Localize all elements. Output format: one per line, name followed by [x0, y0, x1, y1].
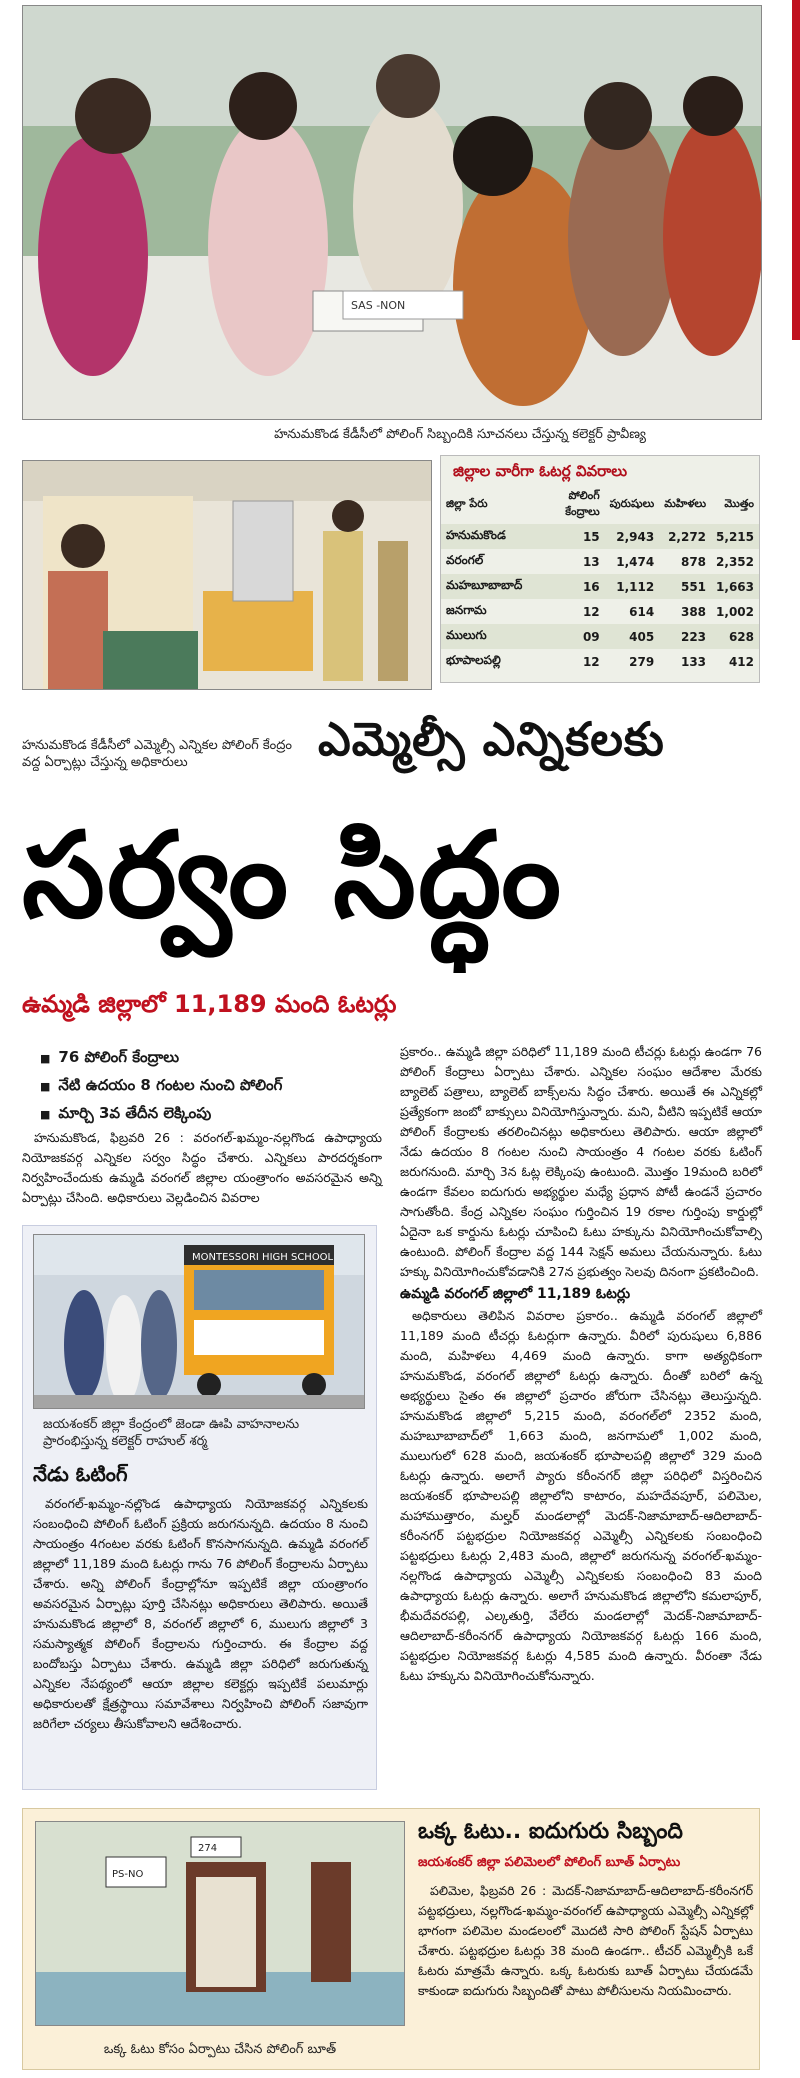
table-cell: 878 [680, 554, 707, 569]
bottom-story-column [418, 1881, 753, 2003]
headline-main: సర్వం సిద్ధం [22, 806, 564, 944]
table-row [441, 649, 759, 674]
headline-kicker: ఎమ్మెల్సీ ఎన్నికలకు [318, 712, 665, 766]
table-row [441, 574, 759, 599]
table-cell: 1,663 [711, 574, 759, 599]
intro-paragraph: హనుమకొండ, ఫిబ్రవరి 26 : వరంగల్-ఖమ్మం-నల్లగొండ ఉపాధ్యాయ నియోజకవర్గ ఎన్నికల సర్వం సిద్ధం చేశారు. ఎన్నికలు పారదర్శకంగా నిర్వహించేందుకు ఉమ్మడి వరంగల్ జిల్లాల యంత్రాంగం అవసరమైన అన్ని ఏర్పాట్లు చేసింది. అధికారులు వెల్లడించిన వివరాల [22, 1130, 382, 1205]
table-cell: 1,002 [716, 604, 754, 619]
table-row [441, 624, 759, 649]
table-cell: 15 [527, 524, 604, 549]
table-cell: ములుగు [441, 624, 527, 649]
bottom-story-title: ఒక్క ఓటు.. ఐదుగురు సిబ్బంది [418, 1819, 683, 1844]
bullet-item: ■ 76 పోలింగ్ కేంద్రాలు [40, 1044, 400, 1072]
voting-today-column [33, 1494, 368, 1736]
right-column [400, 1042, 762, 1688]
voting-today-body: వరంగల్-ఖమ్మం-నల్లొండ ఉపాధ్యాయ నియోజకవర్గ ఎన్నికలకు సంబంధించి పోలింగ్ ఓటింగ్ ప్రక్రియ జరుగనున్నది. ఉదయం 8 నుంచి సాయంత్రం 4గంటల వరకు ఓటింగ్ కొనసాగనున్నది. ఉమ్మడి వరంగల్ జిల్లాలో 11,189 మంది ఓటర్లు గాను 76 పోలింగ్ కేంద్రాలను ఏర్పాటు చేశారు. అన్ని పోలింగ్ కేంద్రాల్లోనూ ఇప్పటికే జిల్లా యంత్రాంగం అవసరమైన ఏర్పాట్లు పూర్తి చేసినట్లు అధికారులు తెలిపారు. అయితే హనుమకొండ జిల్లాలో 8, వరంగల్ జిల్లాలో 6, ములుగు జిల్లాలో 3 సమస్యాత్మక పోలింగ్ కేంద్రాలను గుర్తించారు. ఈ కేంద్రాల వద్ద బందోబస్తు ఏర్పాటు చేశారు. ఉమ్మడి జిల్లా పరిధిలో జరుగుతున్న ఎన్నికల నేపథ్యంలో ఆయా జిల్లాల కలెక్టర్లు ఇప్పటికే పలుమార్లు అధికారులతో క్షేత్రస్థాయి సమావేశాలు నిర్వహించి పోలింగ్ సజావుగా జరిగేలా చర్యలు తీసుకోవాలని ఆదేశించారు. [33, 1496, 368, 1731]
left-panel [22, 1225, 377, 1790]
top-photo [22, 5, 762, 420]
table-cell: 13 [582, 554, 600, 569]
table-header: జిల్లా పేరు [446, 497, 488, 510]
table-sign-text: SAS -NON [351, 299, 406, 312]
bullet-item: ■ నేటి ఉదయం 8 గంటల నుంచి పోలింగ్ [40, 1072, 400, 1100]
voters-table [441, 486, 759, 674]
table-row [441, 599, 759, 624]
table-row [441, 524, 759, 549]
table-header: పోలింగ్ కేంద్రాలు [565, 489, 600, 518]
table-cell: మహబూబాబాద్ [441, 574, 527, 599]
table-cell: 133 [680, 654, 707, 669]
table-row [441, 549, 759, 574]
bottom-story-subtitle: జయశంకర్ జిల్లా పలిమెలలో పోలింగ్ బూత్ ఏర్పాటు [418, 1855, 681, 1870]
bullet-list [40, 1044, 400, 1128]
table-cell: 551 [659, 574, 711, 599]
polling-setup-illustration [23, 461, 432, 690]
booth-photo [35, 1821, 405, 2026]
table-header: పురుషులు [609, 497, 655, 510]
bottom-panel [22, 1808, 760, 2070]
middle-photo [22, 460, 432, 690]
table-cell: 12 [582, 654, 600, 669]
table-cell: 2,352 [716, 554, 754, 569]
booth-plate-text: PS-NO [112, 1869, 144, 1880]
voting-today-title: నేడు ఓటింగ్ [33, 1462, 128, 1486]
bus-photo-caption: జయశంకర్ జిల్లా కేంద్రంలో జెండా ఊపి వాహనాలను ప్రారంభిస్తున్న కలెక్టర్ రాహుల్ శర్మ [43, 1417, 300, 1449]
voters-table-box [440, 455, 760, 683]
table-title: జిల్లాల వారీగా ఓటర్ల వివరాలు [453, 462, 628, 480]
booth-photo-caption: ఒక్క ఓటు కోసం ఏర్పాటు చేసిన పోలింగ్ బూత్ [103, 2042, 337, 2057]
table-cell: జనగామ [446, 603, 487, 617]
table-header: మహిళలు [664, 497, 707, 510]
right-subhead: ఉమ్మడి వరంగల్ జిల్లాలో 11,189 ఓటర్లు [400, 1286, 631, 1302]
table-cell: హనుమకొండ [441, 524, 527, 549]
table-cell: 412 [728, 654, 754, 669]
bus-photo [33, 1234, 365, 1409]
bottom-story-body: పలిమెల, ఫిబ్రవరి 26 : మెదక్-నిజామాబాద్-ఆదిలాబాద్-కరీంనగర్ పట్టభద్రులు, నల్లగొండ-ఖమ్మం-వరంగల్ ఉపాధ్యాయ ఎమ్మెల్సీ ఎన్నికల్లో భాగంగా పలిమెల మండలంలో మొదటి సారి పోలింగ్ స్టేషన్ ఏర్పాటు చేశారు. పట్టభద్రుల ఓటర్లు 38 మంది ఉండగా.. టీచర్ ఎమ్మెల్సీకి ఒకే ఓటరు మాత్రమే ఉన్నారు. ఒక్క ఓటరుకు బూత్ ఏర్పాటు చేయడమే కాకుండా ఐదుగురు సిబ్బందితో పాటు పోలీసులను నియమించారు. [418, 1883, 753, 1998]
right-paragraph-1: ప్రకారం.. ఉమ్మడి జిల్లా పరిధిలో 11,189 మంది టీచర్లు ఓటర్లు ఉండగా 76 పోలింగ్ కేంద్రాలు ఏర్పాటు చేశారు. ఎన్నికల సంఘం ఆదేశాల మేరకు బ్యాలెట్ పత్రాలు, బ్యాలెట్ బాక్స్‌లను సిద్ధం చేశారు. అయితే ఈ ఎన్నికల్లో ప్రత్యేకంగా జంబో బాక్సులు వినియోగిస్తున్నారు. మని, వీటిని ఇప్పటికే ఆయా పోలింగ్ కేంద్రాలకు తరలించినట్లు అధికారులు తెలిపారు. ఆయా జిల్లాలో నేడు ఉదయం 8 గంటల నుంచి సాయంత్రం 4 గంటల వరకు ఓటింగ్ జరుగనుంది. మార్చి 3న ఓట్ల లెక్కింపు ఉంటుంది. మొత్తం 19మంది బరిలో ఉండగా కేవలం ఐదుగురు అభ్యర్థుల మధ్యే ప్రధాన పోటీ ఉండనే ప్రచారం సాగుతోంది. కేంద్ర ఎన్నికల సంఘం గుర్తించిన 19 రకాల గుర్తింపు కార్డుల్లో ఏదైనా ఒక కార్డును ఓటర్లు చూపించి ఓటు హక్కును వినియోగించుకోవాల్సి ఉంటుంది. పోలింగ్ కేంద్రాల వద్ద 144 సెక్షన్ అమలు చేయనున్నారు. ఓటు హక్కు వినియోగించుకోవడానికి 27న ప్రభుత్వం సెలవు దినంగా ప్రకటించింది. [400, 1044, 762, 1279]
table-cell: 223 [659, 624, 711, 649]
bus-banner-text: MONTESSORI HIGH SCHOOL [192, 1252, 334, 1263]
bullet-item: ■ మార్చి 3వ తేదీన లెక్కింపు [40, 1100, 400, 1128]
table-header: మొత్తం [724, 497, 754, 510]
table-cell: 5,215 [711, 524, 759, 549]
table-cell: వరంగల్ [446, 553, 484, 567]
top-photo-caption: హనుమకొండ కేడీసీలో పోలింగ్ సిబ్బందికి సూచనలు చేస్తున్న కలెక్టర్ ప్రావీణ్య [274, 427, 646, 442]
table-cell: 405 [605, 624, 660, 649]
intro-column [22, 1128, 382, 1210]
table-cell: 16 [527, 574, 604, 599]
table-cell: భూపాలపల్లి [446, 653, 501, 667]
page-edge-red-rule [792, 0, 800, 340]
table-header-row [441, 486, 759, 524]
bus-illustration [34, 1235, 365, 1409]
table-cell: 2,272 [659, 524, 711, 549]
table-cell: 09 [527, 624, 604, 649]
right-paragraph-2: అధికారులు తెలిపిన వివరాల ప్రకారం.. ఉమ్మడి వరంగల్ జిల్లాలో 11,189 మంది టీచర్లు ఓటర్లుగా ఉన్నారు. వీరిలో పురుషులు 6,886 మంది, మహిళలు 4,469 మంది ఉన్నారు. కాగా అత్యధికంగా హనుమకొండ, వరంగల్ జిల్లాలో ఓటర్లు ఉన్నారు. దీంతో బరిలో ఉన్న అభ్యర్థులు సైతం ఈ జిల్లాలో ప్రచారం జోరుగా చేసినట్లు తెలుస్తున్నది. హనుమకొండ జిల్లాలో 5,215 మంది, వరంగల్‌లో 2352 మంది, మహబూబాబాద్‌లో 1,663 మంది, జనగామలో 1,002 మంది, ములుగులో 628 మంది, జయశంకర్ భూపాలపల్లి జిల్లాలో 329 మంది ఓటర్లు ఉన్నారు. అలాగే ప్యారు కరీంనగర్ జిల్లా పరిధిలో విస్తరించిన జయశంకర్ భూపాలపల్లి జిల్లాలోని కాటారం, మహదేవపూర్, పలిమెల, మహాముత్తారం, మల్హర్ మండలాల్లో మెదక్-నిజామాబాద్-ఆదిలాబాద్-కరీంనగర్ పట్టభద్రుల నియోజకవర్గ ఎమ్మెల్సీ ఎన్నికలకు సంబంధించి పట్టభద్రులు ఓటర్లు 2,483 మంది, జిల్లాలో జరుగనున్న వరంగల్-ఖమ్మం-నల్లగొండ ఉపాధ్యాయ ఎమ్మెల్సీ ఎన్నికలకు సంబంధించి 83 మంది ఉపాధ్యాయ ఓటర్లు ఉన్నారు. అలాగే హనుమకొండ జిల్లాలోని కమలాపూర్, భీమదేవరపల్లి, ఎల్కతుర్తి, వేలేరు మండలాల్లో మెదక్-నిజామాబాద్-ఆదిలాబాద్-కరీంనగర్ ఉపాధ్యాయ నియోజకవర్గ ఓటర్లు 166 మంది, పట్టభద్రుల నియోజకవర్గ ఓటర్లు 4,585 మంది ఉన్నారు. వీరంతా నేడు ఓటు హక్కును వినియోగించుకోనున్నారు. [400, 1308, 762, 1683]
table-cell: 1,474 [616, 554, 655, 569]
middle-photo-caption: హనుమకొండ కేడీసీలో ఎమ్మెల్సీ ఎన్నికల పోలింగ్ కేంద్రం వద్ద ఏర్పాట్లు చేస్తున్న అధికారులు [22, 738, 293, 770]
table-cell: 628 [711, 624, 759, 649]
booth-illustration [36, 1822, 405, 2026]
table-cell: 12 [582, 604, 600, 619]
table-cell: 1,112 [605, 574, 660, 599]
headline-sub: ఉమ్మడి జిల్లాలో 11,189 మంది ఓటర్లు [22, 990, 397, 1018]
crowd-photo-illustration [23, 6, 762, 420]
table-cell: 2,943 [605, 524, 660, 549]
booth-number-text: 274 [198, 1843, 218, 1854]
table-cell: 614 [629, 604, 655, 619]
table-cell: 279 [629, 654, 655, 669]
table-cell: 388 [680, 604, 707, 619]
